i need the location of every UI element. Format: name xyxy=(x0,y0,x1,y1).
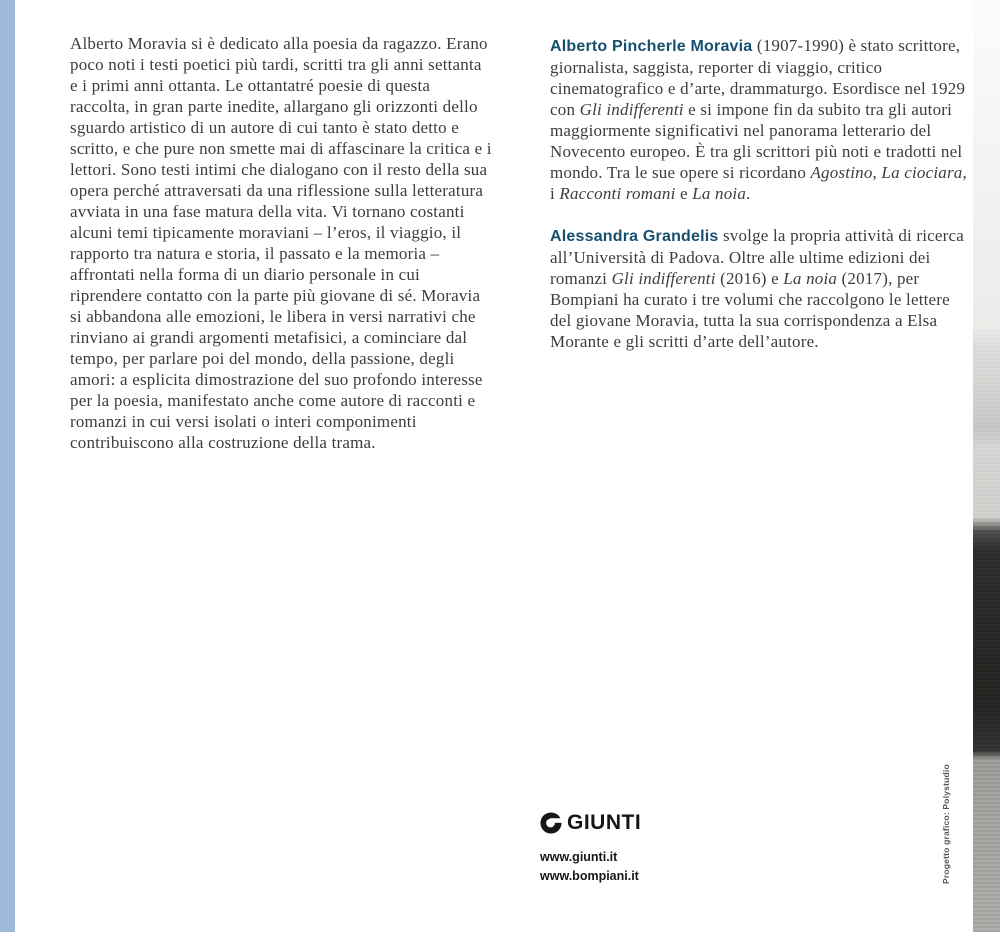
right-column xyxy=(550,35,972,352)
publisher-websites xyxy=(540,848,641,886)
left-column xyxy=(70,33,492,453)
spine-accent-strip xyxy=(0,0,15,932)
giunti-g-mark-icon xyxy=(540,812,562,834)
book-description-paragraph: Alberto Moravia si è dedicato alla poesia da ragazzo. Erano poco noti i testi poetici più tardi, scritti tra gli anni settanta e i primi anni ottanta. Le ottantatré poesie di questa raccolta, in gran parte inedite, allargano gli orizzonti dello sguardo artistico di un autore di cui tanto è stato detto e scritto, e che pure non smette mai di affascinare la critica e i lettori. Sono testi intimi che dialogano con il resto della sua opera perché attraversati da una riflessione sulla letteratura avviata in una fase matura della vita. Vi tornano costanti alcuni temi tipicamente moraviani – l’eros, il viaggio, il rapporto tra natura e storia, il passato e la memoria – affrontati nella forma di un diario personale in cui riprendere contatto con la parte più giovane di sé. Moravia si abbandona alle emozioni, le libera in versi narrativi che rinviano ai grandi argomenti metafisici, a cominciare dal tempo, per parlare poi del mondo, della passione, degli amori: a esplicita dimostrazione del suo profondo interesse per la poesia, manifestato anche come autore di racconti e romanzi in cui versi isolati o interi componimenti contribuiscono alla costruzione della trama. xyxy=(70,34,492,452)
cover-photo-edge-image xyxy=(973,0,1000,932)
author-bio-paragraph: Alberto Pincherle Moravia (1907-1990) è stato scrittore, giornalista, saggista, reporter di viaggio, critico cinematografico e d’arte, drammaturgo. Esordisce nel 1929 con Gli indifferenti e si impone fin da subito tra gli autori maggiormente significativi nel panorama letterario del Novecento europeo. È tra gli scrittori più noti e tradotti nel mondo. Tra le sue opere si ricordano Agostino, La ciociara, i Racconti romani e La noia. xyxy=(550,36,967,203)
publisher-block xyxy=(540,811,641,886)
website-giunti: www.giunti.it xyxy=(540,850,618,864)
website-bompiani: www.bompiani.it xyxy=(540,869,639,883)
publisher-logo xyxy=(540,811,641,835)
design-credit: Progetto grafico: Polystudio xyxy=(941,764,951,884)
publisher-logo-text: GIUNTI xyxy=(567,811,642,834)
editor-bio-paragraph: Alessandra Grandelis svolge la propria attività di ricerca all’Università di Padova. Oltre alle ultime edizioni dei romanzi Gli indifferenti (2016) e La noia (2017), per Bompiani ha curato i tre volumi che raccolgono le lettere del giovane Moravia, tutta la sua corrispondenza a Elsa Morante e gli scritti d’arte dell’autore. xyxy=(550,226,965,351)
